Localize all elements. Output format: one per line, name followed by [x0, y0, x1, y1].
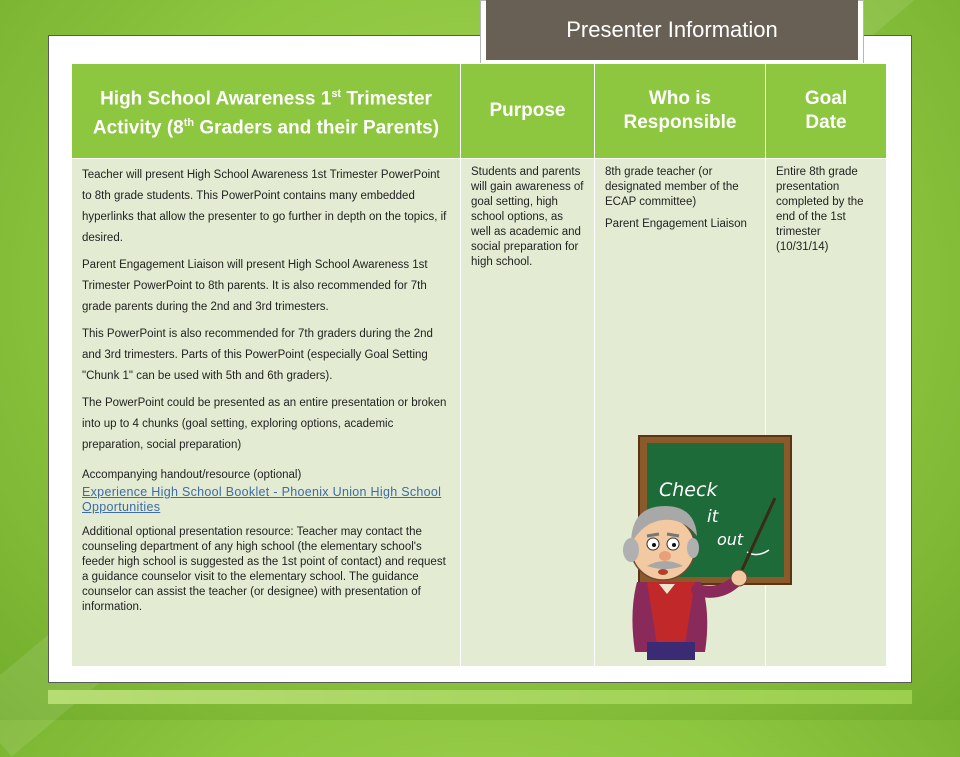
activity-cell — [72, 159, 461, 667]
activity-paragraph-1: Teacher will present High School Awareness 1st Trimester PowerPoint to 8th grade students. This PowerPoint contains many embedded hyperlinks that allow the presenter to go further in depth on the topics, if desired. — [82, 169, 447, 244]
header-purpose: Purpose — [461, 64, 595, 159]
activity-paragraph-6: Additional optional presentation resource: Teacher may contact the counseling department of any high school (the elementary school's feeder high school is suggested as the 1st point of contact) and request a guidance counselor visit to the elementary school. The guidance counselor can assist the teacher (or designee) with presentation of information. — [82, 526, 446, 613]
header-goal-date: Goal Date — [766, 64, 887, 159]
slide-title-text: Presenter Information — [566, 17, 778, 42]
board-text-2: it — [707, 507, 719, 527]
header-activity: High School Awareness 1st Trimester Activity (8th Graders and their Parents) — [72, 64, 461, 159]
purpose-text: Students and parents will gain awareness of goal setting, high school options, as well as academic and social preparation for high school. — [471, 166, 584, 268]
purpose-cell — [461, 159, 595, 667]
goal-date-text: Entire 8th grade presentation completed by the end of the 1st trimester (10/31/14) — [776, 166, 864, 253]
slide-title — [486, 0, 858, 60]
handout-label: Accompanying handout/resource (optional) — [82, 469, 302, 481]
teacher-chalkboard-icon — [597, 432, 797, 662]
activity-paragraph-4: The PowerPoint could be presented as an entire presentation or broken into up to 4 chunks (goal setting, exploring options, academic preparation, social preparation) — [82, 397, 447, 451]
header-responsible: Who is Responsible — [595, 64, 766, 159]
table-header-row — [72, 64, 887, 159]
activity-paragraph-3: This PowerPoint is also recommended for 7th graders during the 2nd and 3rd trimesters. Parts of this PowerPoint (especially Goal Setting "Chunk 1" can be used with 5th and 6th graders). — [82, 328, 433, 382]
handout-link[interactable]: Experience High School Booklet - Phoenix Union High School Opportunities — [82, 485, 442, 514]
responsible-text-1: 8th grade teacher (or designated member of the ECAP committee) — [605, 166, 739, 208]
responsible-text-2: Parent Engagement Liaison — [605, 218, 747, 230]
activity-paragraph-2: Parent Engagement Liaison will present High School Awareness 1st Trimester PowerPoint to 8th parents. It is also recommended for 7th grade parents during the 2nd and 3rd trimesters. — [82, 259, 428, 313]
board-text-3: out — [717, 530, 744, 549]
bottom-band — [48, 690, 912, 704]
board-text-1: Check — [659, 479, 718, 501]
